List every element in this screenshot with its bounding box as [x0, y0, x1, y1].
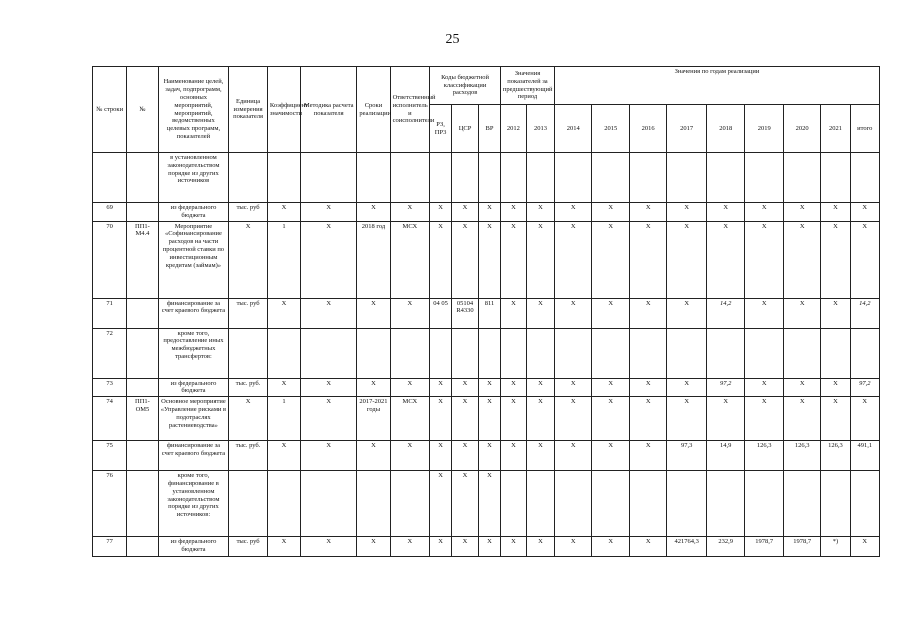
rz-cell: 04 05 [430, 298, 452, 328]
value-cell [629, 328, 666, 378]
value-cell [850, 328, 879, 378]
header-total: итого [850, 105, 879, 153]
header-year-2017: 2017 [667, 105, 707, 153]
csr-cell: X [452, 537, 479, 557]
method-cell: X [301, 203, 357, 222]
vr-cell [479, 153, 501, 203]
table-row [93, 221, 880, 298]
coef-cell: X [267, 203, 300, 222]
value-cell [526, 328, 554, 378]
value-cell: 97,3 [667, 441, 707, 471]
csr-cell [452, 328, 479, 378]
row-number-cell: 75 [93, 441, 127, 471]
terms-cell [357, 471, 390, 537]
terms-cell: X [357, 537, 390, 557]
coef-cell: X [267, 378, 300, 397]
header-year-2014: 2014 [555, 105, 592, 153]
value-cell: X [592, 397, 629, 441]
value-cell: X [821, 397, 850, 441]
header-year-2019: 2019 [745, 105, 784, 153]
header-terms: Сроки реализации [357, 67, 390, 153]
coef-cell [267, 471, 300, 537]
value-cell: 491,1 [850, 441, 879, 471]
vr-cell: X [479, 221, 501, 298]
value-cell [667, 471, 707, 537]
value-cell: X [526, 298, 554, 328]
value-cell [555, 328, 592, 378]
resp-cell: МСХ [390, 397, 430, 441]
value-cell: 126,3 [745, 441, 784, 471]
header-vr: ВР [479, 105, 501, 153]
value-cell [706, 328, 745, 378]
terms-cell: 2018 год [357, 221, 390, 298]
value-cell: X [706, 397, 745, 441]
method-cell: X [301, 441, 357, 471]
csr-cell: X [452, 221, 479, 298]
item-name-cell: Основное мероприятие «Управление рисками в подотраслях растениеводства» [158, 397, 229, 441]
value-cell [850, 153, 879, 203]
table-row [93, 537, 880, 557]
vr-cell: X [479, 378, 501, 397]
value-cell [745, 471, 784, 537]
vr-cell: X [479, 537, 501, 557]
program-table [92, 66, 880, 557]
resp-cell: МСХ [390, 221, 430, 298]
value-cell: X [745, 298, 784, 328]
rz-cell: X [430, 441, 452, 471]
resp-cell [390, 328, 430, 378]
unit-cell: тыс. руб [229, 298, 268, 328]
item-code-cell [127, 441, 158, 471]
table-row [93, 397, 880, 441]
value-cell [555, 471, 592, 537]
value-cell [500, 471, 526, 537]
value-cell: X [629, 203, 666, 222]
table-row [93, 328, 880, 378]
coef-cell: 1 [267, 397, 300, 441]
value-cell [592, 471, 629, 537]
csr-cell: X [452, 441, 479, 471]
value-cell: 14,2 [706, 298, 745, 328]
value-cell: 97,2 [850, 378, 879, 397]
value-cell: X [629, 378, 666, 397]
value-cell: X [783, 397, 820, 441]
header-prev-values: Значения показателей за предшествующий период [500, 67, 554, 105]
value-cell [783, 153, 820, 203]
rz-cell: X [430, 221, 452, 298]
value-cell: X [555, 441, 592, 471]
unit-cell: тыс. руб [229, 537, 268, 557]
value-cell: X [706, 203, 745, 222]
value-cell [555, 153, 592, 203]
coef-cell [267, 328, 300, 378]
item-name-cell: из федерального бюджета [158, 537, 229, 557]
row-number-cell: 69 [93, 203, 127, 222]
value-cell [667, 328, 707, 378]
value-cell: X [526, 203, 554, 222]
rz-cell: X [430, 471, 452, 537]
item-code-cell [127, 328, 158, 378]
csr-cell [452, 153, 479, 203]
vr-cell: X [479, 471, 501, 537]
value-cell: X [667, 378, 707, 397]
value-cell [629, 471, 666, 537]
value-cell: X [500, 378, 526, 397]
value-cell: X [592, 378, 629, 397]
item-code-cell [127, 153, 158, 203]
value-cell: 421764,3 [667, 537, 707, 557]
resp-cell: X [390, 378, 430, 397]
value-cell: 97,2 [706, 378, 745, 397]
item-name-cell: финансирование за счет краевого бюджета [158, 441, 229, 471]
value-cell: X [592, 298, 629, 328]
value-cell: X [500, 441, 526, 471]
terms-cell: X [357, 378, 390, 397]
method-cell [301, 471, 357, 537]
csr-cell: X [452, 397, 479, 441]
method-cell: X [301, 537, 357, 557]
value-cell: 126,3 [821, 441, 850, 471]
value-cell [821, 153, 850, 203]
unit-cell: тыс. руб [229, 203, 268, 222]
value-cell: X [745, 203, 784, 222]
value-cell: X [555, 203, 592, 222]
value-cell: X [821, 221, 850, 298]
unit-cell [229, 153, 268, 203]
value-cell [500, 153, 526, 203]
table-row [93, 153, 880, 203]
item-name-cell: из федерального бюджета [158, 203, 229, 222]
value-cell [706, 471, 745, 537]
csr-cell: X [452, 203, 479, 222]
value-cell: X [850, 203, 879, 222]
value-cell: X [745, 221, 784, 298]
header-budget-codes: Коды бюджетной классификации расходов [430, 67, 501, 105]
value-cell [500, 328, 526, 378]
value-cell [745, 153, 784, 203]
value-cell: X [667, 221, 707, 298]
header-year-2018: 2018 [706, 105, 745, 153]
vr-cell [479, 328, 501, 378]
header-resp: Ответственный исполнитель и соисполнители [390, 67, 430, 153]
resp-cell [390, 471, 430, 537]
value-cell: X [783, 378, 820, 397]
value-cell: X [592, 203, 629, 222]
value-cell: X [821, 203, 850, 222]
value-cell: X [745, 397, 784, 441]
coef-cell: 1 [267, 221, 300, 298]
value-cell: 1978,7 [745, 537, 784, 557]
value-cell [821, 328, 850, 378]
value-cell: X [526, 378, 554, 397]
value-cell: X [500, 397, 526, 441]
resp-cell: X [390, 441, 430, 471]
row-number-cell: 77 [93, 537, 127, 557]
value-cell: X [629, 221, 666, 298]
row-number-cell: 76 [93, 471, 127, 537]
row-number-cell: 72 [93, 328, 127, 378]
unit-cell: тыс. руб. [229, 378, 268, 397]
value-cell [629, 153, 666, 203]
vr-cell: 811 [479, 298, 501, 328]
table-row [93, 298, 880, 328]
coef-cell [267, 153, 300, 203]
value-cell [821, 471, 850, 537]
value-cell: X [500, 537, 526, 557]
table-row [93, 203, 880, 222]
page-number: 25 [445, 32, 460, 47]
value-cell: X [526, 441, 554, 471]
header-year-2012: 2012 [500, 105, 526, 153]
value-cell: X [500, 298, 526, 328]
rz-cell: X [430, 378, 452, 397]
value-cell: 126,3 [783, 441, 820, 471]
terms-cell: X [357, 203, 390, 222]
unit-cell: X [229, 397, 268, 441]
unit-cell [229, 471, 268, 537]
value-cell: X [555, 397, 592, 441]
value-cell [526, 153, 554, 203]
value-cell [850, 471, 879, 537]
item-code-cell [127, 537, 158, 557]
value-cell: *) [821, 537, 850, 557]
rz-cell: X [430, 397, 452, 441]
value-cell: 232,9 [706, 537, 745, 557]
value-cell: X [850, 221, 879, 298]
row-number-cell: 74 [93, 397, 127, 441]
method-cell: X [301, 221, 357, 298]
terms-cell [357, 328, 390, 378]
terms-cell: 2017-2021 годы [357, 397, 390, 441]
method-cell: X [301, 298, 357, 328]
value-cell [667, 153, 707, 203]
value-cell: X [500, 203, 526, 222]
value-cell: 1978,7 [783, 537, 820, 557]
rz-cell: X [430, 537, 452, 557]
terms-cell: X [357, 298, 390, 328]
value-cell: X [706, 221, 745, 298]
value-cell: X [783, 203, 820, 222]
method-cell: X [301, 397, 357, 441]
header-rz: РЗ, ПР3 [430, 105, 452, 153]
header-method: Методика расчета показателя [301, 67, 357, 153]
value-cell: X [629, 298, 666, 328]
value-cell [706, 153, 745, 203]
value-cell: X [555, 298, 592, 328]
vr-cell: X [479, 203, 501, 222]
rz-cell [430, 328, 452, 378]
item-code-cell: ПП1-М4.4 [127, 221, 158, 298]
resp-cell: X [390, 537, 430, 557]
row-number-cell: 70 [93, 221, 127, 298]
value-cell: X [629, 441, 666, 471]
value-cell: X [555, 378, 592, 397]
value-cell: X [526, 397, 554, 441]
method-cell: X [301, 378, 357, 397]
value-cell: X [555, 221, 592, 298]
terms-cell: X [357, 441, 390, 471]
item-code-cell [127, 471, 158, 537]
header-csr: ЦСР [452, 105, 479, 153]
csr-cell: X [452, 471, 479, 537]
header-year-2016: 2016 [629, 105, 666, 153]
header-year-2013: 2013 [526, 105, 554, 153]
item-name-cell: финансирование за счет краевого бюджета [158, 298, 229, 328]
unit-cell [229, 328, 268, 378]
table-row [93, 378, 880, 397]
value-cell: 14,2 [850, 298, 879, 328]
value-cell: X [783, 221, 820, 298]
row-number-cell: 73 [93, 378, 127, 397]
header-year-2020: 2020 [783, 105, 820, 153]
method-cell [301, 328, 357, 378]
header-unit: Единица измерения показателя [229, 67, 268, 153]
value-cell: X [850, 397, 879, 441]
header-coef: Коэффициент значимости [267, 67, 300, 153]
table-body [93, 153, 880, 557]
item-code-cell [127, 378, 158, 397]
table-row [93, 471, 880, 537]
coef-cell: X [267, 441, 300, 471]
value-cell: X [667, 203, 707, 222]
value-cell [526, 471, 554, 537]
item-name-cell: Мероприятие «Софинансирование расходов на части процентной ставки по инвестиционным кредитам (займам)» [158, 221, 229, 298]
value-cell: X [629, 397, 666, 441]
header-row-no: № строки [93, 67, 127, 153]
unit-cell: тыс. руб. [229, 441, 268, 471]
value-cell: X [526, 221, 554, 298]
value-cell [783, 471, 820, 537]
value-cell: X [592, 537, 629, 557]
item-name-cell: в установленном законодательством порядке из других источников [158, 153, 229, 203]
value-cell: X [667, 298, 707, 328]
row-number-cell: 71 [93, 298, 127, 328]
header-year-values: Значения по годам реализации [555, 67, 880, 105]
header-year-2021: 2021 [821, 105, 850, 153]
value-cell: X [629, 537, 666, 557]
value-cell: 14,9 [706, 441, 745, 471]
vr-cell: X [479, 397, 501, 441]
rz-cell: X [430, 203, 452, 222]
value-cell [745, 328, 784, 378]
value-cell: X [555, 537, 592, 557]
value-cell: X [745, 378, 784, 397]
resp-cell: X [390, 203, 430, 222]
item-code-cell [127, 203, 158, 222]
value-cell: X [821, 378, 850, 397]
value-cell: X [592, 441, 629, 471]
item-name-cell: кроме того, предоставление иных межбюджетных трансфертов: [158, 328, 229, 378]
value-cell: X [850, 537, 879, 557]
value-cell [592, 328, 629, 378]
rz-cell [430, 153, 452, 203]
csr-cell: X [452, 378, 479, 397]
value-cell: X [821, 298, 850, 328]
method-cell [301, 153, 357, 203]
item-code-cell [127, 298, 158, 328]
vr-cell: X [479, 441, 501, 471]
value-cell: X [783, 298, 820, 328]
header-year-2015: 2015 [592, 105, 629, 153]
csr-cell: 05104 R4330 [452, 298, 479, 328]
resp-cell [390, 153, 430, 203]
terms-cell [357, 153, 390, 203]
value-cell: X [667, 397, 707, 441]
coef-cell: X [267, 537, 300, 557]
unit-cell: X [229, 221, 268, 298]
value-cell [592, 153, 629, 203]
value-cell: X [592, 221, 629, 298]
table-row [93, 441, 880, 471]
item-name-cell: кроме того, финансирование в установленном законодательством порядке из других источников: [158, 471, 229, 537]
header-name: Наименование целей, задач, подпрограмм, основных мероприятий, мероприятий, ведомственных целевых программ, показателей [158, 67, 229, 153]
coef-cell: X [267, 298, 300, 328]
value-cell [783, 328, 820, 378]
value-cell: X [526, 537, 554, 557]
header-no: № [127, 67, 158, 153]
item-name-cell: из федерального бюджета [158, 378, 229, 397]
row-number-cell [93, 153, 127, 203]
resp-cell: X [390, 298, 430, 328]
value-cell: X [500, 221, 526, 298]
item-code-cell: ПП1-ОМ5 [127, 397, 158, 441]
